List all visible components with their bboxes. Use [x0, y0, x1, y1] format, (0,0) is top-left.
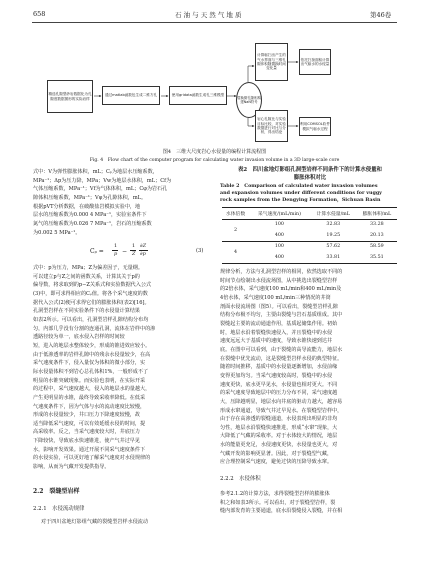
table-cell: 400	[274, 232, 284, 238]
text-line: 结构分布极不均匀，主要由裂缝与岩石基质组成。其中	[220, 312, 343, 319]
text-line: 大降低了气藏的采收率。对于水体较大的情况，地层	[220, 433, 338, 440]
text-line: 底。在图中可以看到，由于裂缝的高导流能力，地层水	[220, 346, 343, 353]
text-line: 大，压降越明显，地层水向井底的驱动力越大，越容易	[220, 398, 343, 405]
table-header-row	[222, 208, 397, 220]
text-line: 4倍水体，采气速度100 mL/min三种情况的井筒	[220, 294, 331, 301]
flowchart-box-calc-interface: 计算驱扫出产生的气水界面与三维孔隙体积随置换时间变化量	[255, 43, 288, 81]
text-line: 变得更加均匀。当采气速度较高时，裂缝中的水侵	[220, 372, 333, 379]
text-line: 的采气速度导致地层中的压力分布不同，采气速度越	[220, 390, 338, 397]
text-line: 应合理控制采气速度，避免过快的压降导致水窜。	[220, 459, 333, 466]
flowchart-oval-nan: 替换微孔隙相构建NaN符号	[236, 82, 262, 118]
frac1-den: p	[114, 251, 118, 257]
journal-name: 石 油 与 天 然 气 地 质	[175, 11, 242, 19]
table2-title-cn-line: 膨胀体积对比	[293, 175, 327, 181]
text-line: 影响，从而为气藏开发提供指导。	[33, 464, 110, 471]
text-line: 在裂缝中优先流动，这是裂缝型岩样水侵的典型特征。	[220, 355, 343, 362]
flowchart-box-compare: 岩心孔隙比与实验目标比较，对实验数据进行对比与分析，得出结论	[255, 110, 288, 142]
text-line: 由于存在高渗透的裂缝通道，水侵表现出明显的非均	[220, 416, 338, 423]
table-cell: 35.51	[370, 254, 384, 260]
table2	[222, 207, 397, 264]
text-line: 气速度条件下，因为气体与水的流动速度比较慢，	[33, 403, 146, 410]
fig4-caption-cn: 图4 三维大尺度岩心水侵量的编程计算流程图	[162, 149, 267, 155]
table-cell: 58.59	[370, 244, 384, 250]
left-last-line: 对于四川盆地灯影组气藏的裂缝型岩样水侵流动	[41, 519, 148, 525]
frac3-num: ∂Z	[140, 243, 147, 249]
text-line: 匀，内部几乎没有分割的连通孔洞，流体在岩样中的渗	[33, 325, 156, 332]
text-line: 积之和如表3所示。可以看出，对于裂缝型岩样，裂	[220, 499, 336, 506]
text-line: 匀性，地层水沿裂缝快速推进，形成“水窜”现象，大	[220, 424, 338, 431]
table-row	[222, 230, 397, 241]
text-line: 缝内部发育的主要通道，底水沿裂缝侵入裂缝，并在相	[220, 508, 343, 515]
subsection-heading-2-2-1: 2.2.1 水侵流动规律	[33, 506, 85, 512]
text-line: 时，地层水沿着裂缝快速侵入，并且裂缝中的水侵	[220, 329, 333, 336]
text-line: 式中：p为压力，MPa；Z为偏差因子，无量纲。	[33, 265, 143, 271]
table-cell: 100	[274, 244, 284, 250]
left-text-block-2	[33, 264, 209, 472]
text-line: 根据pVT分析数据，在破酸盐岩模拟实验中，地	[33, 203, 141, 210]
flowchart-box-comsol: 利用COMSOL软件模拟气驱水过程	[299, 117, 331, 136]
frac2-num: 1	[132, 243, 136, 249]
text-line: 采气速度条件下，侵入量仅为体积的微小部分，实	[33, 360, 146, 367]
text-line: 为0.002 5 MPa⁻¹。	[33, 229, 81, 236]
text-line: 气藏开发的影响更显著。因此，对于裂缝型气藏，	[220, 450, 333, 457]
frac3-den: ∂p	[140, 251, 146, 257]
equation-3	[90, 243, 210, 261]
table-header-cell: 采气速度/(mL/min)	[257, 211, 301, 217]
text-line: MPa⁻¹；Δp为压力降，MPa；Vw为地层水体积，mL；Cf为	[33, 177, 172, 184]
text-line: 隙体积压缩系数，MPa⁻¹；Vφ为孔隙体积，mL。	[33, 194, 147, 201]
text-line: 参考2.1.2的计算方法，求得裂缝型岩样的膨胀体	[220, 491, 330, 497]
table-cell: 33.81	[326, 254, 341, 260]
table-cell: 33.28	[370, 222, 384, 228]
table-cell: 19.25	[326, 232, 341, 238]
subsection-heading-2-2-2: 2.2.2 水侵体积	[220, 476, 261, 482]
page-number: 658	[33, 10, 46, 18]
table-cell: 400	[274, 254, 284, 260]
text-line: 时间节点绘制出水侵流场图，从中挑选出裂缝型岩样	[220, 277, 338, 284]
table-row	[222, 219, 397, 230]
text-line: 速度更快，底水更早见水，水侵量也相对更大。不同	[220, 381, 338, 388]
text-line: 水，影响开发效果。通过开展不同采气速度条件下	[33, 446, 146, 453]
flowchart-box-sweep-volume: 依托扫掠面积计算出气驱水的水侵量	[299, 49, 331, 75]
text-line: 速度远远大于基质中的速度，导致水锥快速到达井	[220, 338, 333, 345]
table2-title-en-line: Table 2 Comparison of calculated water invasion volumes	[220, 183, 378, 189]
equation-number: (3)	[196, 248, 204, 254]
text-line: 短，进入的地层水整体较少，形成的锥进效应较小。	[33, 342, 151, 349]
table2-title-en	[220, 183, 400, 204]
text-line: (3)中，即可求得相应的Cᵨ值。将各个采气速度的数	[33, 290, 148, 297]
text-line: 偏导数，将求取到的p−Z关系式和实验数据代入公式	[33, 282, 152, 289]
table-header-cell: 水体倍数	[225, 211, 246, 217]
text-line: 适当降低采气速度，可以有效延缓水侵的时间，提	[33, 420, 146, 427]
text-line: 的水侵实验，可以更好地了解采气速度对水侵规律的	[33, 455, 151, 462]
table2-title-cn	[220, 166, 400, 182]
section-heading-2-2: 2.2 裂缝型岩样	[33, 488, 80, 495]
flowchart-box-select-samples: 精选孔隙型砂岩数据化为孔隙度数据图形的实际岩样	[47, 80, 93, 113]
table-header-cell: 膨胀体积/mL	[362, 211, 392, 217]
table2-title-cn-line: 表2 四川盆地灯影组孔洞型岩样不同条件下的计算水侵量和	[238, 167, 382, 173]
text-line: 际水侵量体积不到岩心总孔体积1%，一般形成不了	[33, 368, 149, 375]
text-line: 的过程中，采气速度越大，侵入的地层水的量越大，	[33, 386, 151, 393]
text-line: 明显的水锥突破现象。而实验也表明，在实际开采	[33, 377, 146, 384]
right-text-block-1	[220, 268, 397, 467]
text-line: 剖面水侵流场图（图5）。可以看出，裂缝型岩样孔隙	[220, 303, 338, 310]
text-line: 如表2所示。可以看出，孔洞型岩样孔隙结构分布均	[33, 316, 149, 323]
table-cell: 32.83	[326, 222, 341, 228]
text-line: 可以建立p与Z之间的函数关系，计算其关于p的	[33, 273, 140, 280]
frac1-num: 1	[114, 243, 118, 249]
text-line: 规律分析，方法与孔洞型岩样的相同，依然选取不同的	[220, 269, 343, 275]
text-line: 产生更明显的水锥，最终导致采收率降低。在低采	[33, 394, 146, 401]
text-line: 由于低渗透率的岩样孔隙中的残余水侵量较少，在高	[33, 351, 151, 358]
text-line: 的2倍水体，采气速度100 mL/min和400 mL/min及	[220, 286, 342, 293]
frac2-den: Z	[132, 251, 136, 257]
text-line: 据代入公式(2)便可求得它们的膨胀体积(表2)[16]。	[33, 299, 150, 306]
table-cell: 100	[274, 222, 284, 228]
right-text-block-2	[220, 490, 397, 516]
fig4-caption-en: Fig. 4 Flow chart of the computer program for calculating water invasion volume in a 3D large-scale core	[89, 158, 340, 163]
flowchart-box-generate-2d: 通过matlab函数包生成二维方孔	[102, 86, 160, 105]
text-line: 形成水窜通道，导致气井过早见水。在裂缝型岩样中，	[220, 407, 343, 414]
flowchart-box-generate-3d: 使用gridata函数生成孔三维模型	[169, 86, 227, 105]
table-row	[222, 252, 397, 263]
table2-title-en-line: and expansion volumes under different conditions for vuggy	[220, 190, 382, 196]
equation-minus: −	[122, 248, 128, 255]
table-row	[222, 241, 397, 252]
text-line: 形成的水侵量较少，井口压力下降速度较慢，故	[33, 412, 140, 419]
volume-number: 第46卷	[370, 11, 392, 19]
text-line: 下降较快，导致底水快速锥进，使产气井过早见	[33, 438, 140, 445]
text-line: 式中：V为弹性膨胀体积，mL；Cₚ为地层水压缩系数，	[33, 169, 158, 175]
text-line: 随着时间推移，基质中的水侵量逐渐增加，水侵前缘	[220, 364, 338, 371]
table-cell: 20.13	[370, 232, 384, 238]
table-cell: 57.62	[326, 244, 341, 250]
text-line: 裂缝起主要的流动通道作用，基质起储集作用。初始	[220, 320, 338, 327]
text-line: 透路径较为单一，底水侵入岩样的时间较	[33, 334, 125, 341]
table-header-cell: 计算水侵量/mL	[316, 211, 350, 217]
equation-lhs: Cᵨ =	[90, 248, 104, 255]
text-line: 氮气的压缩系数为0.026 7 MPa⁻¹，岩石的压缩系数	[33, 220, 152, 227]
table2-title-en-line: rock samples from the Dengying Formation，Sichuan Basin	[220, 197, 381, 203]
text-line: 层水的压缩系数为0.000 4 MPa⁻¹，实验室条件下	[33, 212, 147, 219]
left-text-block-1	[33, 168, 209, 237]
table-cell-multiple: 4	[234, 249, 238, 255]
text-line: 孔洞型岩样在不同实验条件下的水侵量计算结果	[33, 308, 140, 315]
text-line: 高采收率。反之，当采气速度较大时，井底压力	[33, 429, 140, 436]
text-line: 气体压缩系数，MPa⁻¹；Vf为气体体积，mL；Cφ为岩石孔	[33, 186, 168, 193]
table-cell-multiple: 2	[234, 227, 238, 233]
text-line: 水的能量更充足，水侵速度更快，水侵量也更大，对	[220, 442, 338, 449]
